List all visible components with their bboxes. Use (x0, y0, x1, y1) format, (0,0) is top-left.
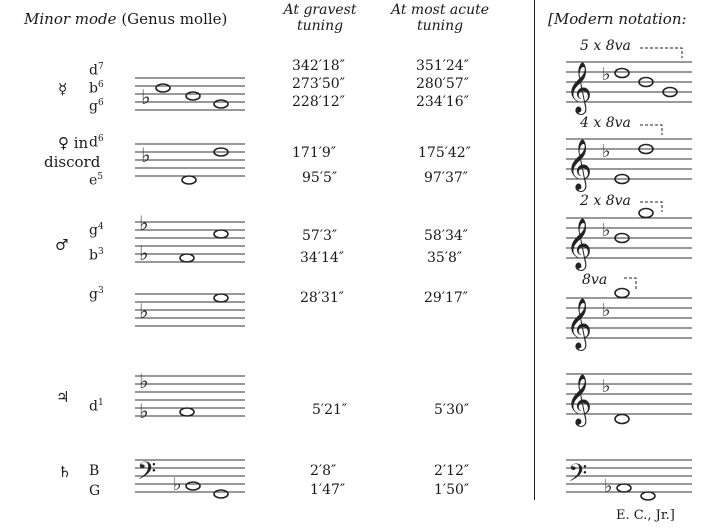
flat-sign: ♭ (139, 369, 149, 393)
acute-value: 1′50″ (434, 482, 470, 498)
staff-row0 (135, 78, 245, 118)
treble-clef: 𝄞 (566, 218, 593, 269)
acute-value: 2′12″ (434, 463, 470, 479)
whole-note (615, 289, 629, 298)
flat-sign: ♭ (602, 220, 611, 241)
note-b6: $b^6$ (89, 80, 104, 97)
acute-value: 58′34″ (424, 228, 469, 244)
flat-sign: ♭ (602, 64, 611, 85)
grave-value: 28′31″ (300, 290, 345, 306)
grave-value: 57′3″ (302, 228, 338, 244)
note-g3: $g^3$ (89, 286, 104, 303)
grave-value: 2′8″ (310, 463, 337, 479)
staff-row1 (135, 144, 245, 190)
jupiter-symbol: ♃ (56, 388, 70, 406)
column-divider (534, 0, 535, 500)
col-header-grave-line1: At gravest (283, 2, 357, 18)
acute-value: 35′8″ (427, 250, 463, 266)
grave-value: 95′5″ (302, 170, 338, 186)
flat-sign: ♭ (173, 474, 182, 495)
note-d7: $d^7$ (89, 62, 104, 79)
acute-value: 280′57″ (416, 76, 469, 92)
bass-clef: 𝄢 (137, 457, 157, 492)
treble-clef: 𝄞 (566, 374, 593, 425)
octave-marker: 4 x 8va (580, 115, 631, 131)
note-d1: $d^1$ (89, 398, 104, 415)
flat-sign: ♭ (139, 399, 149, 423)
treble-clef: 𝄞 (566, 139, 593, 190)
flat-sign: ♭ (602, 300, 611, 321)
whole-note (214, 230, 228, 238)
flat-sign: ♭ (139, 241, 149, 265)
grave-value: 273′50″ (292, 76, 345, 92)
mode-heading (24, 10, 227, 28)
whole-note (214, 294, 228, 302)
grave-value: 5′21″ (312, 402, 348, 418)
modern-staff-row0 (566, 40, 692, 113)
modern-staff-row1 (566, 117, 692, 190)
whole-note (214, 490, 228, 498)
staff-row3 (135, 294, 245, 334)
whole-note (180, 408, 194, 416)
whole-note (615, 69, 629, 78)
acute-value: 234′16″ (416, 94, 469, 110)
note-g6: $g^6$ (89, 98, 104, 115)
staff-row2 (135, 211, 245, 266)
modern-notation-heading: [Modern notation: (548, 10, 687, 28)
modern-staff-row3 (566, 276, 692, 349)
grave-value: 228′12″ (292, 94, 345, 110)
whole-note (641, 492, 655, 500)
author-credit: E. C., Jr.] (616, 508, 675, 523)
acute-value: 175′42″ (418, 145, 471, 161)
flat-sign: ♭ (139, 299, 149, 323)
mode-heading-italic: Minor mode (24, 10, 117, 28)
grave-value: 171′9″ (292, 145, 337, 161)
mode-heading-plain: (Genus molle) (121, 10, 228, 28)
saturn-symbol: ♄ (58, 463, 72, 481)
note-e5: $e^5$ (89, 172, 104, 189)
note-b3: $b^3$ (89, 247, 104, 264)
col-header-grave-line2: tuning (296, 18, 344, 34)
note-g4: $g^4$ (89, 222, 104, 239)
modern-staff-row2 (566, 196, 692, 269)
whole-note (615, 415, 629, 424)
col-header-grave (270, 2, 370, 34)
note-d6: $d^6$ (89, 134, 104, 151)
treble-clef: 𝄞 (566, 298, 593, 349)
grave-value: 1′47″ (310, 482, 346, 498)
acute-value: 351′24″ (416, 58, 469, 74)
venus-symbol: ♀ in (58, 134, 89, 152)
flat-sign: ♭ (141, 143, 151, 167)
mercury-symbol: ☿ (58, 80, 68, 98)
flat-sign: ♭ (139, 211, 149, 235)
col-header-acute-line1: At most acute (390, 2, 490, 18)
col-header-acute (385, 2, 495, 34)
whole-note (214, 100, 228, 108)
note-G: G (89, 483, 101, 499)
whole-note (617, 484, 631, 492)
flat-sign: ♭ (602, 141, 611, 162)
col-header-acute-line2: tuning (416, 18, 464, 34)
note-B: B (89, 463, 100, 479)
flat-sign: ♭ (604, 476, 613, 497)
bass-clef: 𝄢 (568, 459, 588, 494)
whole-note (639, 209, 653, 218)
staff-row4 (135, 369, 245, 426)
whole-note (182, 176, 196, 184)
whole-note (156, 84, 170, 92)
whole-note (186, 482, 200, 490)
acute-value: 97′37″ (424, 170, 469, 186)
octave-marker: 8va (582, 272, 608, 288)
discord-label: discord (44, 153, 101, 171)
whole-note (186, 92, 200, 100)
octave-marker: 5 x 8va (580, 38, 631, 54)
grave-value: 34′14″ (300, 250, 345, 266)
modern-staff-row4 (566, 352, 692, 432)
staff-row5 (135, 457, 245, 502)
flat-sign: ♭ (602, 376, 611, 397)
flat-sign: ♭ (141, 85, 151, 109)
grave-value: 342′18″ (292, 58, 345, 74)
octave-marker: 2 x 8va (580, 193, 631, 209)
whole-note (180, 254, 194, 262)
acute-value: 29′17″ (424, 290, 469, 306)
modern-staff-row5 (566, 446, 692, 502)
acute-value: 5′30″ (434, 402, 470, 418)
mars-symbol: ♂ (55, 236, 69, 254)
treble-clef: 𝄞 (566, 62, 593, 113)
